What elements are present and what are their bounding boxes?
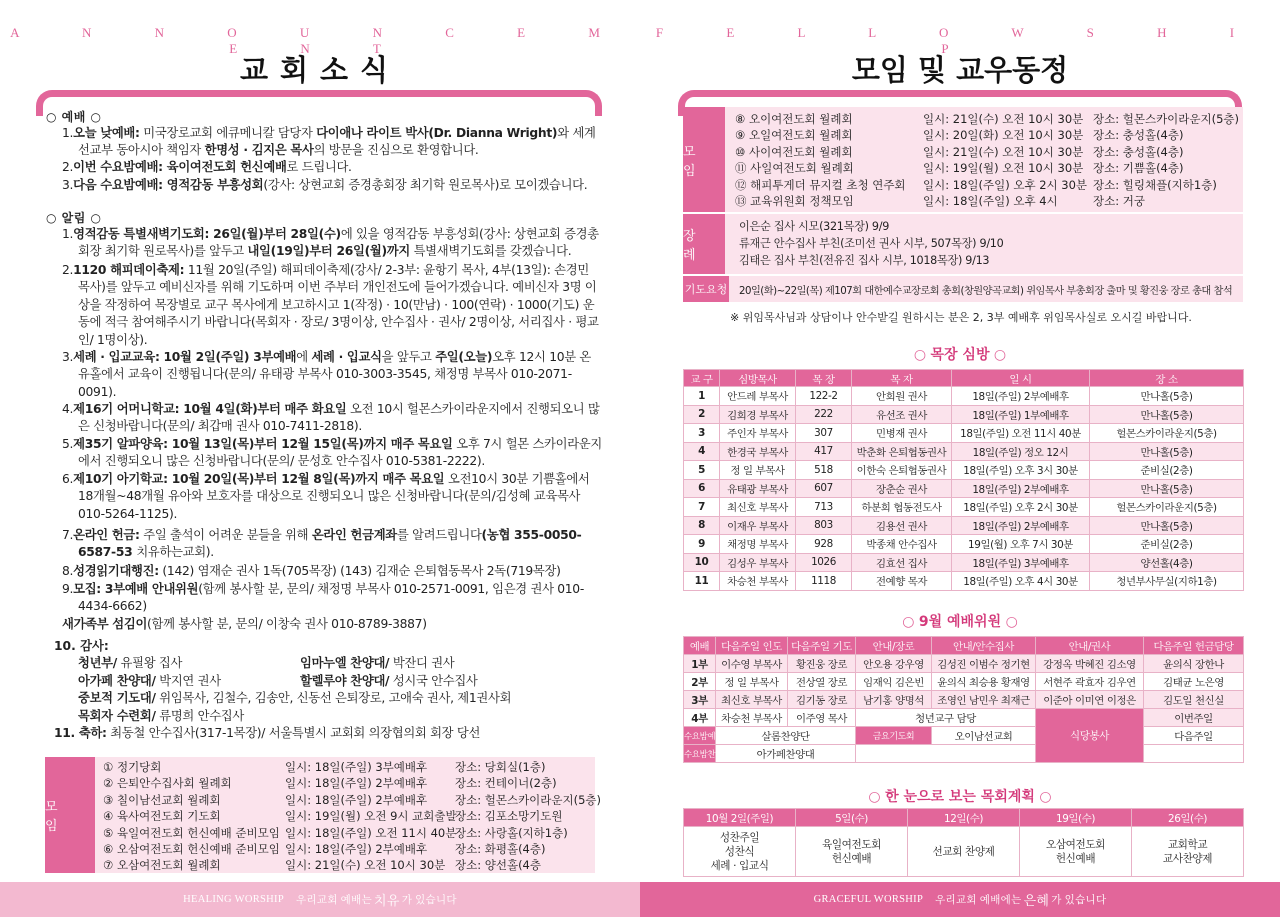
plan-cell (908, 827, 1020, 877)
visit-cell: 만나홀(5층) (1090, 442, 1244, 461)
meeting-place: 장소: 컨테이너(2층) (455, 776, 557, 791)
funeral-item: 이은순 집사 시모(321목장) 9/9 (739, 220, 890, 233)
meeting-place: 장소: 충성홀(4층) (1093, 144, 1184, 159)
visit-cell: 김성우 부목사 (720, 553, 796, 572)
visit-cell: 최신호 부목사 (720, 498, 796, 517)
notice-item: 9.모집: 3부예배 안내위원(함께 봉사할 분, 문의/ 채정명 부목사 010-2571-0091, 임은경 권사 010-4434-6662) (62, 582, 584, 614)
duty-header-cell: 다음주일 인도 (716, 637, 788, 655)
funeral-item: 김태은 집사 부친(전유진 집사 시부, 1018목장) 9/13 (739, 254, 990, 267)
meeting-time: 일시: 18일(주일) 2부예배후 (285, 792, 428, 807)
meeting-place: 장소: 사랑홀(지하1층) (455, 825, 568, 840)
meeting-time: 일시: 18일(주일) 2부예배후 (285, 776, 428, 791)
duty-header-cell: 예배 (684, 637, 716, 655)
congrats-item: 11. 축하: 최동철 안수집사(317-1목장)/ 서울특별시 교회회 의장협의회 회장 당선 (54, 726, 481, 740)
visit-cell: 8 (684, 516, 720, 535)
plan-cell (1020, 827, 1132, 877)
meeting-place: 장소: 양선홀(4층 (455, 858, 541, 873)
right-footer-end: 가 있습니다 (1051, 895, 1107, 906)
meeting-name: ⑦ 오삼여전도회 월례회 (103, 858, 221, 873)
prayer-label: 기도요청 (683, 276, 729, 302)
visit-cell: 1026 (796, 553, 852, 572)
duty-cell: 윤의식 장한나 (1144, 655, 1244, 673)
meeting-place: 장소: 당회실(1층) (455, 760, 546, 774)
right-meetings-label: 모 임 (683, 107, 725, 212)
plan-cell (796, 827, 908, 877)
visit-cell: 10 (684, 553, 720, 572)
visit-row (684, 424, 1244, 443)
left-footer-kr: 우리교회 예배는 (295, 895, 373, 906)
visit-cell: 18일(주일) 3부예배후 (952, 553, 1090, 572)
duty-cell: 윤의식 최승용 황재영 (932, 673, 1036, 691)
duty-cell: 4부 (684, 709, 716, 727)
visit-cell: 양선홀(4층) (1090, 553, 1244, 572)
kitchen-cell: 이번주일 (1144, 709, 1244, 727)
meeting-name: ⑩ 사이여전도회 월례회 (735, 144, 853, 159)
plan-date: 19일(수) (1020, 809, 1132, 827)
notice-item: 3.세례 · 입교교육: 10월 2일(주일) 3부예배에 세례 · 입교식을 앞두고 주일(오늘)오후 12시 10분 온유홀에서 교육이 진행됩니다(문의/ 유태광 부목사 010-3003-3545, 채정명 부목사 010-2071-0091). (62, 350, 592, 399)
duty-cell: 최신호 부목사 (716, 691, 788, 709)
duty-cell: 조영인 남민우 최재근 (932, 691, 1036, 709)
visit-row (684, 535, 1244, 554)
visit-cell: 18일(주일) 2부예배후 (952, 387, 1090, 406)
plan-header-row (684, 809, 1244, 827)
notice-item: 7.온라인 헌금: 주일 출석이 어려운 분들을 위해 온라인 헌금계좌를 알려드립니다(농협 355-0050-6587-53 치유하는교회). (62, 528, 582, 560)
meeting-time: 일시: 21일(수) 오전 10시 30분 (285, 858, 446, 873)
meeting-place: 장소: 기쁨홀(4층) (1093, 161, 1184, 176)
visit-header-cell: 심방목사 (720, 370, 796, 387)
visit-cell: 18일(주일) 정오 12시 (952, 442, 1090, 461)
visit-table (683, 369, 1244, 591)
visit-cell: 417 (796, 442, 852, 461)
duty-cell: 3부 (684, 691, 716, 709)
meeting-name: ⑨ 오일여전도회 월례회 (735, 128, 853, 143)
visit-header-cell: 교 구 (684, 370, 720, 387)
duty-cell: 강정옥 박혜진 김소영 (1036, 655, 1144, 673)
wed2-label: 수요밤찬양 (684, 745, 716, 763)
meeting-name: ① 정기당회 (103, 760, 162, 774)
visit-cell: 장춘순 권사 (852, 479, 952, 498)
thanks-item: 임마누엘 찬양대/ 박잔디 권사 (300, 656, 455, 670)
visit-cell: 2 (684, 405, 720, 424)
meeting-time: 일시: 20일(화) 오전 10시 30분 (923, 128, 1084, 143)
visit-cell: 18일(주일) 오후 4시 30분 (952, 572, 1090, 591)
duty-row (684, 727, 1244, 745)
visit-row (684, 479, 1244, 498)
visit-cell: 헐몬스카이라운지(5층) (1090, 498, 1244, 517)
visit-cell: 하분희 협동전도사 (852, 498, 952, 517)
duty-row (684, 745, 1244, 763)
visit-cell: 만나홀(5층) (1090, 387, 1244, 406)
right-page-title: 모임 및 교우동정 (851, 53, 1069, 87)
meeting-place: 장소: 화평홀(4층) (455, 842, 546, 856)
duty-cell: 김도일 천신실 (1144, 691, 1244, 709)
duty-cell: 김기동 장로 (788, 691, 856, 709)
duty-header-cell: 안내/권사 (1036, 637, 1144, 655)
visit-cell: 6 (684, 479, 720, 498)
right-kicker: F E L L O W S H I P (655, 25, 1265, 56)
visit-cell: 18일(주일) 2부예배후 (952, 516, 1090, 535)
visit-row (684, 516, 1244, 535)
empty-cell (1144, 745, 1244, 763)
right-footer-en: GRACEFUL WORSHIP (813, 894, 924, 905)
visit-cell: 만나홀(5층) (1090, 516, 1244, 535)
meeting-time: 일시: 18일(주일) 3부예배후 (285, 760, 428, 774)
duty-title: ○ 9월 예배위원 ○ (902, 614, 1018, 630)
meeting-place: 장소: 김포소망기도원 (455, 809, 563, 824)
worship-item: 1.오늘 낮예배: 미국장로교회 에큐메니칼 담당자 다이애나 라이트 박사(Dr. Dianna Wright)와 세계선교부 동아시아 책임자 한명성 · 김지은 목사의 방문을 진심으로 환영합니다. (62, 126, 596, 158)
visit-cell: 607 (796, 479, 852, 498)
visit-cell: 준비실(2층) (1090, 535, 1244, 554)
visit-row (684, 405, 1244, 424)
plan-cell (1132, 827, 1244, 877)
plan-line: 헌신예배 (1055, 852, 1096, 865)
duty-cell: 차승천 부목사 (716, 709, 788, 727)
visit-cell: 민병재 권사 (852, 424, 952, 443)
visit-cell: 안희원 권사 (852, 387, 952, 406)
visit-cell: 18일(주일) 오후 3시 30분 (952, 461, 1090, 480)
meeting-place: 장소: 거궁 (1093, 194, 1145, 208)
visit-cell: 준비실(2층) (1090, 461, 1244, 480)
visit-cell: 만나홀(5층) (1090, 479, 1244, 498)
duty-row (684, 709, 1244, 727)
notice-heading: ○ 알림 ○ (46, 211, 102, 225)
duty-title-text: 9월 예배위원 (918, 614, 1002, 630)
visit-cell: 5 (684, 461, 720, 480)
duty-cell: 1부 (684, 655, 716, 673)
plan-line: 선교회 찬양제 (932, 845, 995, 858)
duty-cell: 안오용 강우영 (856, 655, 932, 673)
visit-title-text: 목장 심방 (930, 347, 990, 363)
wed-label: 수요밤예배 (684, 727, 716, 745)
visit-cell: 713 (796, 498, 852, 517)
visit-cell: 정 일 부목사 (720, 461, 796, 480)
plan-date: 26일(수) (1132, 809, 1244, 827)
visit-row (684, 572, 1244, 591)
right-meetings-box (683, 107, 1243, 212)
meeting-name: ③ 칠이남선교회 월례회 (103, 792, 221, 807)
prayer-text: 20일(화)~22일(목) 제107회 대한예수교장로회 총회(창원양곡교회) 위임목사 부총회장 출마 및 황진웅 장로 총대 참석 (739, 286, 1233, 297)
visit-row (684, 387, 1244, 406)
duty-cell: 전상열 장로 (788, 673, 856, 691)
duty-header-row (684, 637, 1244, 655)
visit-cell: 김효선 집사 (852, 553, 952, 572)
duty-cell: 정 일 부목사 (716, 673, 788, 691)
left-meetings-box (45, 757, 602, 873)
meeting-name: ② 은퇴안수집사회 월례회 (103, 776, 232, 791)
duty-row (684, 655, 1244, 673)
duty-table (683, 636, 1244, 763)
plan-title-text: 한 눈으로 보는 목회계획 (885, 789, 1035, 805)
wed2-value: 아가페찬양대 (716, 745, 856, 763)
plan-line: 교사찬양제 (1162, 852, 1213, 865)
duty-cell: 2부 (684, 673, 716, 691)
thanks-heading: 10. 감사: (54, 639, 109, 653)
meeting-name: ⑪ 사일여전도회 월례회 (735, 161, 854, 176)
visit-cell: 전예향 목자 (852, 572, 952, 591)
meeting-time: 일시: 19일(월) 오전 9시 교회출발 (285, 809, 457, 824)
visit-cell: 한경국 부목사 (720, 442, 796, 461)
left-kicker: A N N O U N C E M E N T (10, 25, 630, 56)
thanks-item: 할렐루야 찬양대/ 성시국 안수집사 (300, 673, 478, 688)
empty-cell (856, 745, 1036, 763)
thanks-item: 아가페 찬양대/ 박지연 권사 (78, 673, 221, 688)
visit-cell: 4 (684, 442, 720, 461)
right-page (640, 0, 1280, 917)
meeting-name: ⑬ 교육위원회 정책모임 (735, 194, 854, 208)
visit-header-cell: 목 장 (796, 370, 852, 387)
duty-header-cell: 다음주일 기도 (788, 637, 856, 655)
plan-line: 헌신예배 (831, 852, 872, 865)
visit-cell: 채정명 부목사 (720, 535, 796, 554)
office-note: ※ 위임목사님과 상담이나 안수받길 원하시는 분은 2, 3부 예배후 위임목사실로 오시길 바랍니다. (730, 311, 1192, 324)
funeral-label: 장 례 (683, 214, 725, 274)
visit-cell: 11 (684, 572, 720, 591)
fri-label: 금요기도회 (856, 727, 932, 745)
meeting-time: 일시: 21일(수) 오전 10시 30분 (923, 144, 1084, 159)
left-footer (0, 882, 640, 917)
wed-value: 살롬찬양단 (716, 727, 856, 745)
visit-row (684, 442, 1244, 461)
visit-title: ○ 목장 심방 ○ (913, 347, 1007, 363)
visit-cell: 주인자 부목사 (720, 424, 796, 443)
visit-cell: 9 (684, 535, 720, 554)
worship-item: 3.다음 수요밤예배: 영적감동 부흥성회(강사: 상현교회 증경총회장 최기학 원로목사)로 모이겠습니다. (62, 178, 588, 192)
notice-item: 6.제10기 아기학교: 10월 20일(목)부터 12월 8일(목)까지 매주 목요일 오전10시 30분 기쁨홀에서 18개월~48개월 유아와 보호자를 대상으로 진행되오니 많은 신청바랍니다(문의/김성혜 교육목사 010-5264-1125). (62, 472, 590, 521)
visit-cell: 18일(주일) 1부예배후 (952, 405, 1090, 424)
meeting-time: 일시: 18일(주일) 오후 2시 30분 (923, 177, 1088, 192)
notice-item: 새가족부 섬김이(함께 봉사할 분, 문의/ 이창숙 권사 010-8789-3887) (62, 617, 427, 631)
duty-row (684, 691, 1244, 709)
left-page-title: 교회소식 (239, 53, 401, 87)
visit-cell: 이한숙 은퇴협동권사 (852, 461, 952, 480)
visit-cell: 안드레 부목사 (720, 387, 796, 406)
meeting-place: 장소: 헐몬스카이라운지(5층) (1093, 112, 1240, 126)
visit-cell: 헐몬스카이라운지(5층) (1090, 424, 1244, 443)
prayer-box (683, 276, 1243, 302)
plan-line: 세례 · 입교식 (710, 859, 769, 872)
duty-cell: 임재익 김은빈 (856, 673, 932, 691)
visit-cell: 19일(월) 오후 7시 30분 (952, 535, 1090, 554)
left-footer-end: 가 있습니다 (401, 895, 457, 906)
meeting-time: 일시: 21일(수) 오전 10시 30분 (923, 112, 1084, 126)
plan-date: 5일(수) (796, 809, 908, 827)
visit-cell: 1118 (796, 572, 852, 591)
kitchen-cell: 다음주일 (1144, 727, 1244, 745)
plan-line: 육일여전도회 (821, 838, 881, 851)
fri-value: 오이남선교회 (932, 727, 1036, 745)
plan-date: 12일(수) (908, 809, 1020, 827)
visit-cell: 유태광 부목사 (720, 479, 796, 498)
worship-item: 2.이번 수요밤예배: 육이여전도회 헌신예배로 드립니다. (62, 160, 352, 174)
plan-date: 10월 2일(주일) (684, 809, 796, 827)
visit-cell: 18일(주일) 오후 2시 30분 (952, 498, 1090, 517)
notice-item: 8.성경읽기대행진: (142) 염재순 권사 1독(705목장) (143) 김재순 은퇴협동목사 2독(719목장) (62, 564, 561, 578)
plan-cell (684, 827, 796, 877)
plan-line: 교회학교 (1167, 838, 1208, 851)
visit-row (684, 498, 1244, 517)
visit-row (684, 461, 1244, 480)
duty-cell: 김성진 이범수 정기현 (932, 655, 1036, 673)
visit-cell: 이재우 부목사 (720, 516, 796, 535)
funeral-item: 류재근 안수집사 부친(조미선 권사 시부, 507목장) 9/10 (739, 237, 1004, 250)
visit-cell: 803 (796, 516, 852, 535)
right-footer (640, 882, 1280, 917)
meeting-place: 장소: 헐몬스카이라운지(5층) (455, 792, 602, 807)
meeting-name: ④ 육사여전도회 기도회 (103, 809, 221, 824)
visit-cell: 928 (796, 535, 852, 554)
duty-cell: 이주영 목사 (788, 709, 856, 727)
duty-header-cell: 다음주일 헌금담당 (1144, 637, 1244, 655)
duty-cell: 남기홍 양명석 (856, 691, 932, 709)
visit-header-cell: 목 자 (852, 370, 952, 387)
right-footer-key: 은혜 (1023, 893, 1050, 908)
notice-item: 4.제16기 어머니학교: 10월 4일(화)부터 매주 화요일 오전 10시 헐몬스카이라운지에서 진행되오니 많은 신청바랍니다(문의/ 최갑매 권사 010-7411-2818). (62, 402, 600, 434)
plan-line: 성찬식 (724, 845, 755, 858)
visit-cell: 307 (796, 424, 852, 443)
left-footer-en: HEALING WORSHIP (183, 894, 284, 905)
visit-cell: 122-2 (796, 387, 852, 406)
visit-cell: 18일(주일) 2부예배후 (952, 479, 1090, 498)
meeting-time: 일시: 18일(주일) 오후 4시 (923, 194, 1058, 208)
duty-cell: 김태균 노은영 (1144, 673, 1244, 691)
right-footer-kr: 우리교회 예배에는 (935, 895, 1022, 906)
duty-header-cell: 안내/안수집사 (932, 637, 1036, 655)
duty-cell: 청년교구 담당 (856, 709, 1036, 727)
kitchen-label: 식당봉사 (1036, 709, 1144, 763)
visit-cell: 1 (684, 387, 720, 406)
visit-cell: 만나홀(5층) (1090, 405, 1244, 424)
plan-line: 성찬주일 (719, 831, 760, 844)
plan-line: 오삼여전도회 (1045, 838, 1105, 851)
visit-cell: 18일(주일) 오전 11시 40분 (952, 424, 1090, 443)
meeting-place: 장소: 충성홀(4층) (1093, 128, 1184, 143)
meetings-label: 모 임 (45, 757, 95, 873)
thanks-item: 중보적 기도대/ 위임목사, 김철수, 김송안, 신동선 은퇴장로, 고애숙 권사, 제1권사회 (78, 691, 512, 705)
notice-item: 5.제35기 알파양육: 10월 13일(목)부터 12월 15일(목)까지 매주 목요일 오후 7시 헐몬 스카이라운지에서 진행되오니 많은 신청바랍니다(문의/ 문성호 안수집사 010-5381-2222). (62, 437, 602, 469)
visit-row (684, 553, 1244, 572)
meeting-time: 일시: 18일(주일) 오전 11시 40분 (285, 825, 457, 840)
visit-cell: 박종채 안수집사 (852, 535, 952, 554)
meeting-name: ⑤ 육일여전도회 헌신예배 준비모임 (103, 825, 280, 840)
duty-cell: 이수영 부목사 (716, 655, 788, 673)
plan-table (683, 808, 1244, 877)
visit-header-cell: 장 소 (1090, 370, 1244, 387)
meeting-name: ⑥ 오삼여전도회 헌신예배 준비모임 (103, 842, 280, 856)
duty-header-cell: 안내/장로 (856, 637, 932, 655)
meeting-time: 일시: 18일(주일) 2부예배후 (285, 842, 428, 856)
visit-cell: 김희경 부목사 (720, 405, 796, 424)
visit-cell: 차승천 부목사 (720, 572, 796, 591)
visit-cell: 7 (684, 498, 720, 517)
notice-item: 2.1120 해피데이축제: 11월 20일(주일) 해피데이축제(강사/ 2-3부: 윤항기 목사, 4부(13일): 손경민 목사)를 앞두고 예비신자를 위해 기도하며 이번 주부터 개인전도에 들어가겠습니다. 예비신자 3명 이상을 작정하여 목장별로 교구 목사에게 보고하시고 1(작정) · 10(만남) · 100(연락) · 1000(기도) 운동에 적극 참여해주시기 바랍니다(목회자 · 장로/ 3명이상, 안수집사 · 권사/ 2명이상, 서리집사 · 평교인/ 1명이상). (62, 263, 599, 347)
left-tab-frame (36, 90, 602, 116)
funeral-box (683, 214, 1243, 274)
thanks-item: 목회자 수련회/ 류명희 안수집사 (78, 709, 244, 723)
duty-cell: 황진웅 장로 (788, 655, 856, 673)
left-footer-key: 치유 (374, 893, 400, 908)
duty-cell: 서현주 곽효자 김우연 (1036, 673, 1144, 691)
meeting-name: ⑧ 오이여전도회 월례회 (735, 112, 853, 126)
visit-cell: 유선조 권사 (852, 405, 952, 424)
worship-heading: ○ 예배 ○ (46, 110, 102, 124)
plan-body-row (684, 827, 1244, 877)
visit-header-cell: 일 시 (952, 370, 1090, 387)
meeting-name: ⑫ 해피투게더 뮤지컬 초청 연주회 (735, 177, 906, 192)
meeting-time: 일시: 19일(월) 오전 10시 30분 (923, 161, 1084, 176)
notice-item: 1.영적감동 특별새벽기도회: 26일(월)부터 28일(수)에 있을 영적감동 부흥성회(강사: 상현교회 증경총회장 최기학 원로목사)를 앞두고 내일(19일)부터 26일(월)까지 특별새벽기도회를 갖겠습니다. (62, 227, 599, 259)
duty-row (684, 673, 1244, 691)
visit-cell: 청년부사무실(지하1층) (1090, 572, 1244, 591)
visit-cell: 518 (796, 461, 852, 480)
meeting-place: 장소: 힐링채플(지하1층) (1093, 177, 1217, 192)
duty-cell: 이준아 이미연 이정은 (1036, 691, 1144, 709)
thanks-item: 청년부/ 유필왕 집사 (78, 656, 183, 670)
visit-cell: 222 (796, 405, 852, 424)
visit-cell: 김용선 권사 (852, 516, 952, 535)
visit-header-row (684, 370, 1244, 387)
plan-title: ○ 한 눈으로 보는 목회계획 ○ (868, 789, 1052, 805)
visit-cell: 박춘화 은퇴협동권사 (852, 442, 952, 461)
visit-cell: 3 (684, 424, 720, 443)
